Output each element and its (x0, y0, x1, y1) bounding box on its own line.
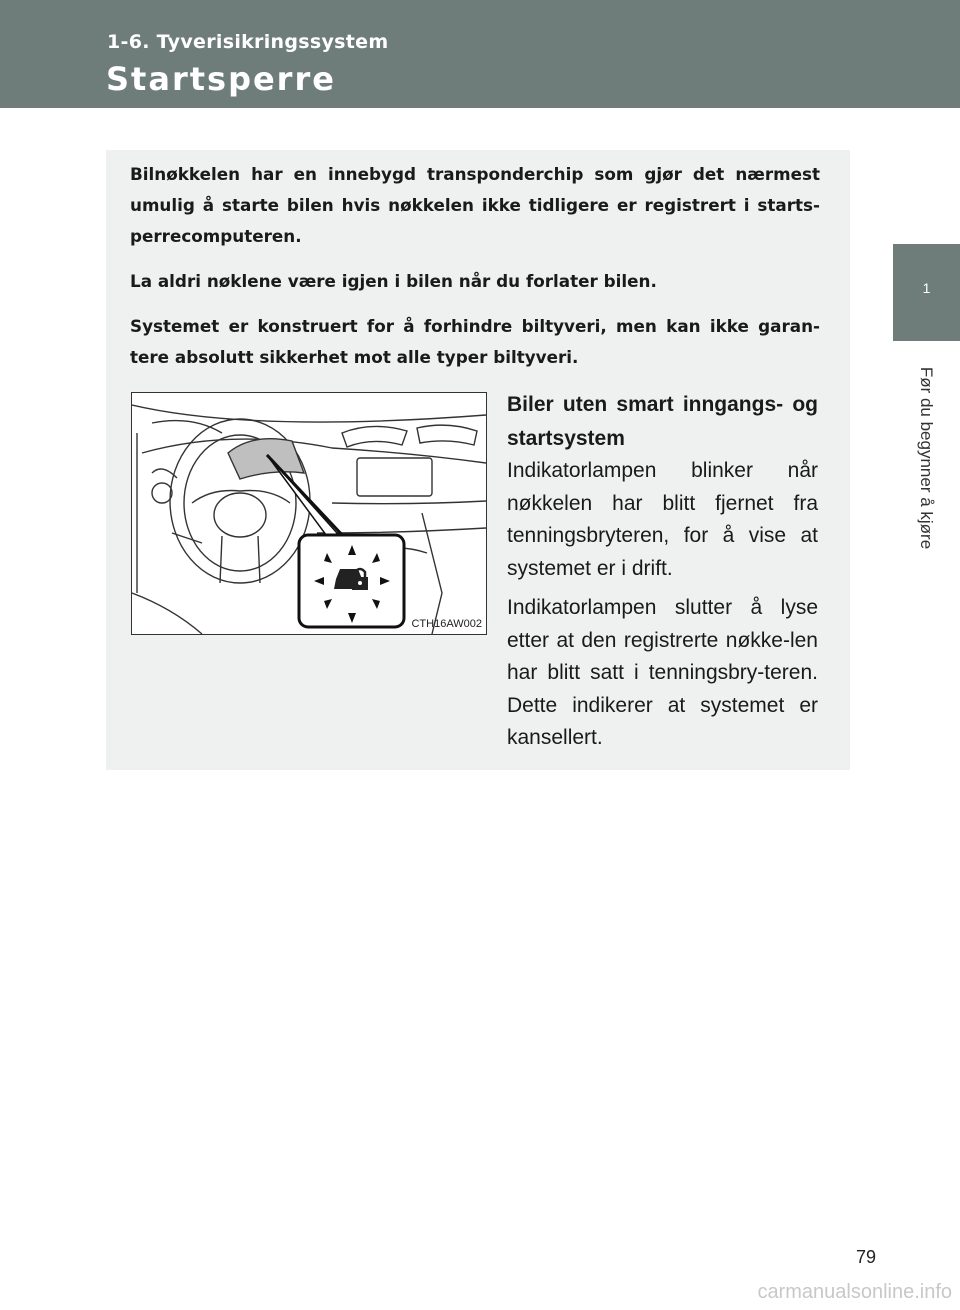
section-label: 1-6. Tyverisikringssystem (107, 31, 389, 53)
disclaimer-paragraph: Systemet er konstruert for å forhindre biltyveri, men kan ikke garan-tere absolutt sikkerhet mot alle typer biltyveri. (130, 316, 820, 367)
chapter-tab-number: 1 (922, 280, 931, 296)
page-title: Startsperre (106, 60, 336, 98)
dashboard-drawing (132, 393, 486, 634)
intro-paragraph: Bilnøkkelen har en innebygd transponderchip som gjør det nærmest umulig å starte bilen hvis nøkkelen ikke tidligere er registrert i starts-perrecomputeren. (130, 164, 820, 246)
watermark: carmanualsonline.info (757, 1281, 952, 1303)
chapter-label: Før du begynner å kjøre (917, 366, 936, 550)
chapter-tab[interactable] (893, 244, 960, 341)
page-number: 79 (856, 1247, 877, 1267)
chapter-header (0, 0, 960, 108)
warning-paragraph: La aldri nøklene være igjen i bilen når du forlater bilen. (130, 271, 657, 291)
body-paragraph-cancelled: Indikatorlampen slutter å lyse etter at den registrerte nøkke-len har blitt satt i tenningsbry-teren. Dette indikerer at systemet er kansellert. (507, 596, 818, 749)
body-paragraph-blinking: Indikatorlampen blinker når nøkkelen har blitt fjernet fra tenningsbryteren, for å vise at systemet er i drift. (507, 459, 818, 580)
subheading: Biler uten smart inngangs- og startsystem (507, 393, 818, 450)
figure-code: CTH16AW002 (411, 618, 482, 630)
dashboard-illustration (131, 392, 487, 635)
